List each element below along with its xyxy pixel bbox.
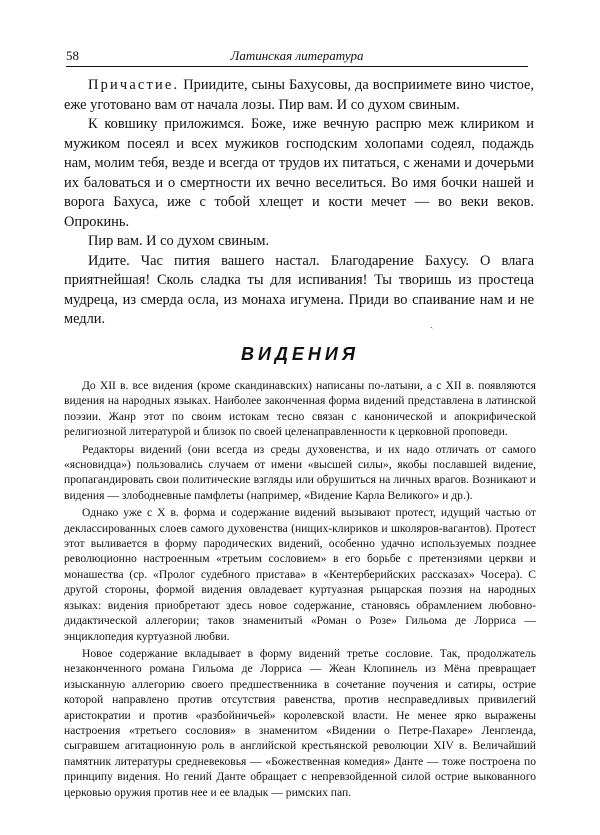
poem-paragraph: К ковшику приложимся. Боже, иже вечную распрю меж клириком и мужиком посеял и всех мужиков господским холопами содеял, подаждь нам, молим тебя, везде и всегда от трудов их питаться, с женами и дочерьми их баловаться и о смертности их вечно веселиться. Во имя бочки нашей и ворога Бахуса, иже с тобой хлещет и кости мечет — во веки веков. Опрокинь. [64, 116, 534, 230]
body-paragraph: Однако уже с X в. форма и содержание видений вызывают протест, идущий частью от деклассированных слоев самого духовенства (нищих-клириков и школяров-вагантов). Протест этот выливается в форму пародических видений, особенно удачно используемых позднее революционно настроенным «третьим сословием» в его борьбе с претензиями церкви и монашества (ср. «Пролог судебного пристава» в «Кентерберийских рассказах» Чосера). С другой стороны, формой видения овладевает куртуазная рыцарская поэзия на народных языках: видения приобретают здесь новое содержание, становясь обрамлением любовно-дидактической аллегории; таков знаменитый «Роман о Розе» Гильома де Лорриса — энциклопедия куртуазной любви. [64, 506, 536, 643]
body-paragraph: Новое содержание вкладывает в форму видений третье сословие. Так, продолжатель незаконченного романа Гильома де Лорриса — Жеан Клопинель из Мёна превращает изысканную аллегорию своего предшественника в сочетание поучения и сатиры, острие которой направлено против отсутствия равенства, против несправедливых привилегий аристократии и против «разбойничьей» королевской власти. Не менее ярко выражены настроения «третьего сословия» в знаменитом «Видении о Петре-Пахаре» Ленгленда, сыгравшем агитационную роль в английской крестьянской революции XIV в. Величайший памятник литературы средневековья — «Божественная комедия» Данте — тоже построена по принципу видения. Но гений Данте обращает с непревзойденной силой острие выкованного церковью оружия против нее и ее владык — римских пап. [64, 646, 536, 799]
running-header [66, 46, 528, 67]
poem-paragraph [64, 76, 534, 115]
stray-mark: ˎ [430, 318, 434, 329]
section-body [64, 378, 536, 802]
parody-text [64, 76, 534, 330]
body-paragraph: Редакторы видений (они всегда из среды духовенства, и их надо отличать от самого «ясновидца») пользовались случаем от имени «высшей силы», якобы пославшей видение, пропагандировать свои политические взгляды или обрушиться на личных врагов. Возникают и видения — злободневные памфлеты (например, «Видение Карла Великого» и др.). [64, 442, 536, 502]
poem-line-text: Приидите, сыны Бахусовы, да восприимете вино чистое, еже уготовано вам от начала лозы. Пир вам. И со духом свиным. [64, 77, 534, 113]
poem-paragraph: Идите. Час пития вашего настал. Благодарение Бахусу. О влага приятнейшая! Сколь сладка ты для испивания! Ты творишь из простеца мудреца, из смерда осла, из монаха игумена. Приди во спаивание нам и не медли. [64, 252, 534, 327]
speaker-label: Причастие. [88, 77, 180, 93]
running-title: Латинская литература [230, 48, 364, 63]
body-paragraph: До XII в. все видения (кроме скандинавских) написаны по-латыни, а с XII в. появляются видения на народных языках. Наиболее законченная форма видений представлена в латинской поэзии. Жанр этот по своим истокам тесно связан с канонической и апокрифической религиозной литературой и близок по своей целенаправленности к церковной проповеди. [64, 379, 536, 439]
section-title: ВИДЕНИЯ [240, 344, 360, 364]
poem-paragraph: Пир вам. И со духом свиным. [88, 233, 270, 249]
page-number: 58 [66, 48, 79, 63]
